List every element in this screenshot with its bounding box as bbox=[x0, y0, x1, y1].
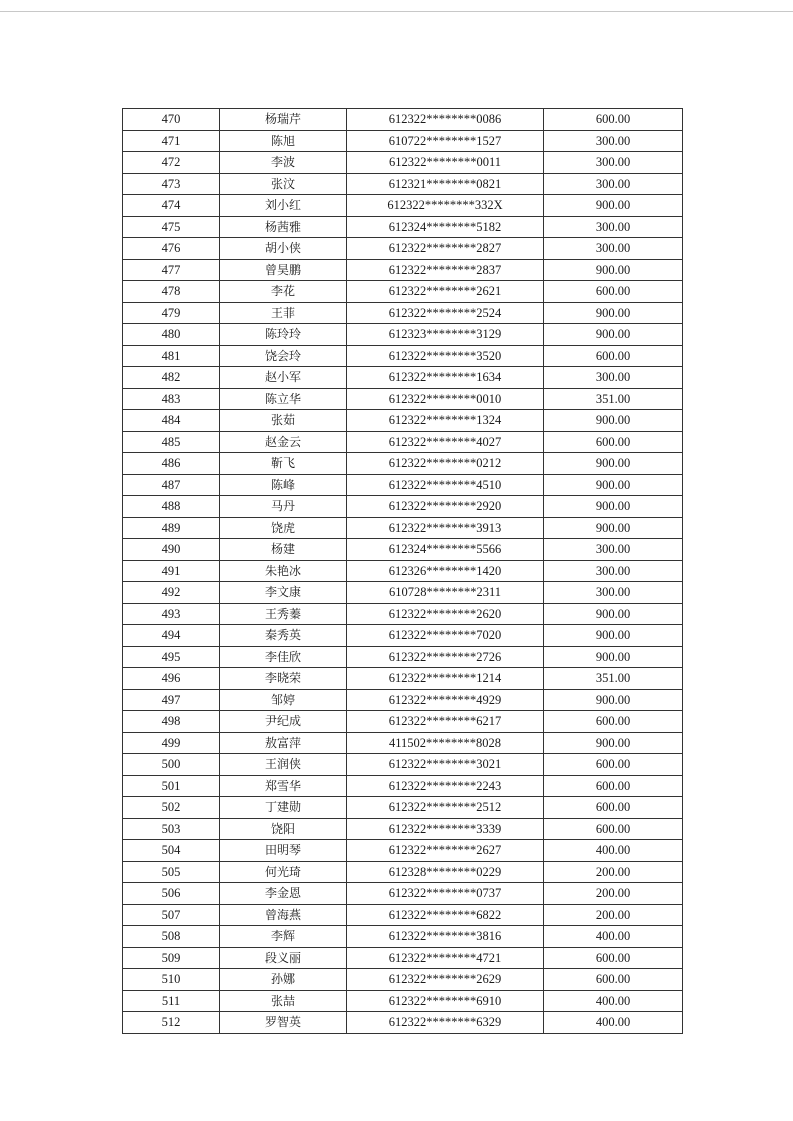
id-number-cell: 612322********3021 bbox=[347, 754, 544, 776]
name-cell: 杨瑞芹 bbox=[220, 109, 347, 131]
id-number-cell: 612322********2621 bbox=[347, 281, 544, 303]
table-row bbox=[123, 195, 683, 217]
row-number-cell: 487 bbox=[123, 474, 220, 496]
id-number-cell: 612322********0212 bbox=[347, 453, 544, 475]
row-number-cell: 495 bbox=[123, 646, 220, 668]
table-row bbox=[123, 259, 683, 281]
id-number-cell: 612322********2920 bbox=[347, 496, 544, 518]
amount-cell: 900.00 bbox=[544, 302, 683, 324]
amount-cell: 900.00 bbox=[544, 496, 683, 518]
amount-cell: 300.00 bbox=[544, 173, 683, 195]
table-row bbox=[123, 431, 683, 453]
row-number-cell: 476 bbox=[123, 238, 220, 260]
row-number-cell: 512 bbox=[123, 1012, 220, 1034]
amount-cell: 600.00 bbox=[544, 947, 683, 969]
name-cell: 马丹 bbox=[220, 496, 347, 518]
row-number-cell: 486 bbox=[123, 453, 220, 475]
row-number-cell: 493 bbox=[123, 603, 220, 625]
table-row bbox=[123, 947, 683, 969]
table-row bbox=[123, 883, 683, 905]
name-cell: 杨茜雅 bbox=[220, 216, 347, 238]
name-cell: 邹婷 bbox=[220, 689, 347, 711]
table-row bbox=[123, 1012, 683, 1034]
id-number-cell: 612322********6329 bbox=[347, 1012, 544, 1034]
row-number-cell: 501 bbox=[123, 775, 220, 797]
amount-cell: 900.00 bbox=[544, 603, 683, 625]
id-number-cell: 612322********2620 bbox=[347, 603, 544, 625]
row-number-cell: 506 bbox=[123, 883, 220, 905]
name-cell: 刘小红 bbox=[220, 195, 347, 217]
id-number-cell: 612322********3816 bbox=[347, 926, 544, 948]
table-row bbox=[123, 818, 683, 840]
id-number-cell: 612322********2512 bbox=[347, 797, 544, 819]
name-cell: 王润侠 bbox=[220, 754, 347, 776]
row-number-cell: 504 bbox=[123, 840, 220, 862]
row-number-cell: 502 bbox=[123, 797, 220, 819]
row-number-cell: 498 bbox=[123, 711, 220, 733]
row-number-cell: 482 bbox=[123, 367, 220, 389]
id-number-cell: 612322********0011 bbox=[347, 152, 544, 174]
amount-cell: 200.00 bbox=[544, 883, 683, 905]
table-row bbox=[123, 345, 683, 367]
name-cell: 李辉 bbox=[220, 926, 347, 948]
table-row bbox=[123, 410, 683, 432]
amount-cell: 300.00 bbox=[544, 152, 683, 174]
table-row bbox=[123, 216, 683, 238]
row-number-cell: 490 bbox=[123, 539, 220, 561]
amount-cell: 900.00 bbox=[544, 625, 683, 647]
name-cell: 尹纪成 bbox=[220, 711, 347, 733]
id-number-cell: 612324********5182 bbox=[347, 216, 544, 238]
amount-cell: 900.00 bbox=[544, 259, 683, 281]
row-number-cell: 505 bbox=[123, 861, 220, 883]
name-cell: 罗智英 bbox=[220, 1012, 347, 1034]
id-number-cell: 612328********0229 bbox=[347, 861, 544, 883]
id-number-cell: 612322********4510 bbox=[347, 474, 544, 496]
row-number-cell: 473 bbox=[123, 173, 220, 195]
table-row bbox=[123, 152, 683, 174]
table-row bbox=[123, 969, 683, 991]
name-cell: 孙娜 bbox=[220, 969, 347, 991]
amount-cell: 900.00 bbox=[544, 453, 683, 475]
amount-cell: 900.00 bbox=[544, 517, 683, 539]
row-number-cell: 480 bbox=[123, 324, 220, 346]
id-number-cell: 612321********0821 bbox=[347, 173, 544, 195]
name-cell: 李波 bbox=[220, 152, 347, 174]
name-cell: 陈旭 bbox=[220, 130, 347, 152]
name-cell: 饶会玲 bbox=[220, 345, 347, 367]
row-number-cell: 508 bbox=[123, 926, 220, 948]
name-cell: 秦秀英 bbox=[220, 625, 347, 647]
row-number-cell: 474 bbox=[123, 195, 220, 217]
amount-cell: 900.00 bbox=[544, 195, 683, 217]
amount-cell: 600.00 bbox=[544, 109, 683, 131]
amount-cell: 600.00 bbox=[544, 969, 683, 991]
row-number-cell: 497 bbox=[123, 689, 220, 711]
name-cell: 陈玲玲 bbox=[220, 324, 347, 346]
table-row bbox=[123, 173, 683, 195]
table-row bbox=[123, 904, 683, 926]
row-number-cell: 470 bbox=[123, 109, 220, 131]
amount-cell: 900.00 bbox=[544, 732, 683, 754]
table-row bbox=[123, 324, 683, 346]
row-number-cell: 471 bbox=[123, 130, 220, 152]
table-row bbox=[123, 689, 683, 711]
row-number-cell: 491 bbox=[123, 560, 220, 582]
name-cell: 陈立华 bbox=[220, 388, 347, 410]
id-number-cell: 612322********2524 bbox=[347, 302, 544, 324]
table-row bbox=[123, 582, 683, 604]
id-number-cell: 612322********1324 bbox=[347, 410, 544, 432]
id-number-cell: 612323********3129 bbox=[347, 324, 544, 346]
row-number-cell: 503 bbox=[123, 818, 220, 840]
table-row bbox=[123, 625, 683, 647]
row-number-cell: 496 bbox=[123, 668, 220, 690]
name-cell: 田明琴 bbox=[220, 840, 347, 862]
table-row bbox=[123, 453, 683, 475]
id-number-cell: 612326********1420 bbox=[347, 560, 544, 582]
name-cell: 饶阳 bbox=[220, 818, 347, 840]
table-row bbox=[123, 109, 683, 131]
id-number-cell: 612322********3520 bbox=[347, 345, 544, 367]
id-number-cell: 612322********2837 bbox=[347, 259, 544, 281]
amount-cell: 300.00 bbox=[544, 539, 683, 561]
name-cell: 李花 bbox=[220, 281, 347, 303]
row-number-cell: 509 bbox=[123, 947, 220, 969]
name-cell: 张汶 bbox=[220, 173, 347, 195]
amount-cell: 600.00 bbox=[544, 754, 683, 776]
row-number-cell: 483 bbox=[123, 388, 220, 410]
name-cell: 饶虎 bbox=[220, 517, 347, 539]
amount-cell: 351.00 bbox=[544, 668, 683, 690]
table-row bbox=[123, 775, 683, 797]
name-cell: 王秀蓁 bbox=[220, 603, 347, 625]
table-row bbox=[123, 238, 683, 260]
id-number-cell: 612322********4027 bbox=[347, 431, 544, 453]
row-number-cell: 481 bbox=[123, 345, 220, 367]
table-row bbox=[123, 603, 683, 625]
amount-cell: 300.00 bbox=[544, 560, 683, 582]
subsidy-table bbox=[122, 108, 683, 1034]
table-row bbox=[123, 388, 683, 410]
table-row bbox=[123, 668, 683, 690]
row-number-cell: 488 bbox=[123, 496, 220, 518]
id-number-cell: 612322********3339 bbox=[347, 818, 544, 840]
table-row bbox=[123, 367, 683, 389]
amount-cell: 200.00 bbox=[544, 861, 683, 883]
table-row bbox=[123, 130, 683, 152]
amount-cell: 300.00 bbox=[544, 367, 683, 389]
row-number-cell: 511 bbox=[123, 990, 220, 1012]
id-number-cell: 612322********1634 bbox=[347, 367, 544, 389]
id-number-cell: 612322********2629 bbox=[347, 969, 544, 991]
row-number-cell: 489 bbox=[123, 517, 220, 539]
id-number-cell: 612322********2243 bbox=[347, 775, 544, 797]
name-cell: 靳飞 bbox=[220, 453, 347, 475]
name-cell: 敖富萍 bbox=[220, 732, 347, 754]
table-row bbox=[123, 302, 683, 324]
name-cell: 朱艳冰 bbox=[220, 560, 347, 582]
row-number-cell: 507 bbox=[123, 904, 220, 926]
table-row bbox=[123, 840, 683, 862]
table-row bbox=[123, 990, 683, 1012]
table-row bbox=[123, 711, 683, 733]
table-row bbox=[123, 646, 683, 668]
amount-cell: 400.00 bbox=[544, 1012, 683, 1034]
table-body bbox=[123, 109, 683, 1034]
row-number-cell: 478 bbox=[123, 281, 220, 303]
amount-cell: 300.00 bbox=[544, 216, 683, 238]
id-number-cell: 612322********332X bbox=[347, 195, 544, 217]
amount-cell: 400.00 bbox=[544, 840, 683, 862]
table-row bbox=[123, 496, 683, 518]
name-cell: 郑雪华 bbox=[220, 775, 347, 797]
row-number-cell: 475 bbox=[123, 216, 220, 238]
id-number-cell: 612324********5566 bbox=[347, 539, 544, 561]
table-row bbox=[123, 861, 683, 883]
id-number-cell: 612322********4929 bbox=[347, 689, 544, 711]
amount-cell: 600.00 bbox=[544, 775, 683, 797]
amount-cell: 900.00 bbox=[544, 689, 683, 711]
table-row bbox=[123, 754, 683, 776]
amount-cell: 600.00 bbox=[544, 281, 683, 303]
amount-cell: 600.00 bbox=[544, 711, 683, 733]
id-number-cell: 612322********2627 bbox=[347, 840, 544, 862]
name-cell: 张喆 bbox=[220, 990, 347, 1012]
amount-cell: 600.00 bbox=[544, 431, 683, 453]
id-number-cell: 612322********4721 bbox=[347, 947, 544, 969]
amount-cell: 300.00 bbox=[544, 582, 683, 604]
amount-cell: 300.00 bbox=[544, 238, 683, 260]
name-cell: 杨建 bbox=[220, 539, 347, 561]
amount-cell: 900.00 bbox=[544, 324, 683, 346]
table-row bbox=[123, 474, 683, 496]
id-number-cell: 411502********8028 bbox=[347, 732, 544, 754]
name-cell: 李佳欣 bbox=[220, 646, 347, 668]
row-number-cell: 472 bbox=[123, 152, 220, 174]
amount-cell: 400.00 bbox=[544, 926, 683, 948]
name-cell: 曾海燕 bbox=[220, 904, 347, 926]
id-number-cell: 612322********1214 bbox=[347, 668, 544, 690]
id-number-cell: 612322********2827 bbox=[347, 238, 544, 260]
amount-cell: 600.00 bbox=[544, 345, 683, 367]
row-number-cell: 499 bbox=[123, 732, 220, 754]
table-row bbox=[123, 560, 683, 582]
table-row bbox=[123, 517, 683, 539]
row-number-cell: 492 bbox=[123, 582, 220, 604]
id-number-cell: 612322********3913 bbox=[347, 517, 544, 539]
id-number-cell: 612322********7020 bbox=[347, 625, 544, 647]
name-cell: 王菲 bbox=[220, 302, 347, 324]
name-cell: 段义丽 bbox=[220, 947, 347, 969]
name-cell: 张茹 bbox=[220, 410, 347, 432]
row-number-cell: 510 bbox=[123, 969, 220, 991]
table-row bbox=[123, 797, 683, 819]
name-cell: 曾昊鹏 bbox=[220, 259, 347, 281]
id-number-cell: 612322********0086 bbox=[347, 109, 544, 131]
table-row bbox=[123, 539, 683, 561]
id-number-cell: 612322********6217 bbox=[347, 711, 544, 733]
name-cell: 李金恩 bbox=[220, 883, 347, 905]
amount-cell: 400.00 bbox=[544, 990, 683, 1012]
page-top-rule bbox=[0, 11, 793, 12]
amount-cell: 900.00 bbox=[544, 646, 683, 668]
id-number-cell: 610722********1527 bbox=[347, 130, 544, 152]
amount-cell: 600.00 bbox=[544, 797, 683, 819]
amount-cell: 351.00 bbox=[544, 388, 683, 410]
name-cell: 陈峰 bbox=[220, 474, 347, 496]
row-number-cell: 484 bbox=[123, 410, 220, 432]
id-number-cell: 610728********2311 bbox=[347, 582, 544, 604]
name-cell: 胡小侠 bbox=[220, 238, 347, 260]
id-number-cell: 612322********2726 bbox=[347, 646, 544, 668]
amount-cell: 600.00 bbox=[544, 818, 683, 840]
table-row bbox=[123, 281, 683, 303]
name-cell: 赵小军 bbox=[220, 367, 347, 389]
table-row bbox=[123, 732, 683, 754]
document-page bbox=[122, 108, 682, 1034]
amount-cell: 300.00 bbox=[544, 130, 683, 152]
amount-cell: 200.00 bbox=[544, 904, 683, 926]
name-cell: 丁建勋 bbox=[220, 797, 347, 819]
id-number-cell: 612322********0010 bbox=[347, 388, 544, 410]
amount-cell: 900.00 bbox=[544, 410, 683, 432]
name-cell: 何光琦 bbox=[220, 861, 347, 883]
row-number-cell: 485 bbox=[123, 431, 220, 453]
name-cell: 赵金云 bbox=[220, 431, 347, 453]
name-cell: 李晓荣 bbox=[220, 668, 347, 690]
row-number-cell: 500 bbox=[123, 754, 220, 776]
amount-cell: 900.00 bbox=[544, 474, 683, 496]
id-number-cell: 612322********6910 bbox=[347, 990, 544, 1012]
row-number-cell: 479 bbox=[123, 302, 220, 324]
row-number-cell: 477 bbox=[123, 259, 220, 281]
id-number-cell: 612322********6822 bbox=[347, 904, 544, 926]
id-number-cell: 612322********0737 bbox=[347, 883, 544, 905]
name-cell: 李文康 bbox=[220, 582, 347, 604]
row-number-cell: 494 bbox=[123, 625, 220, 647]
table-row bbox=[123, 926, 683, 948]
